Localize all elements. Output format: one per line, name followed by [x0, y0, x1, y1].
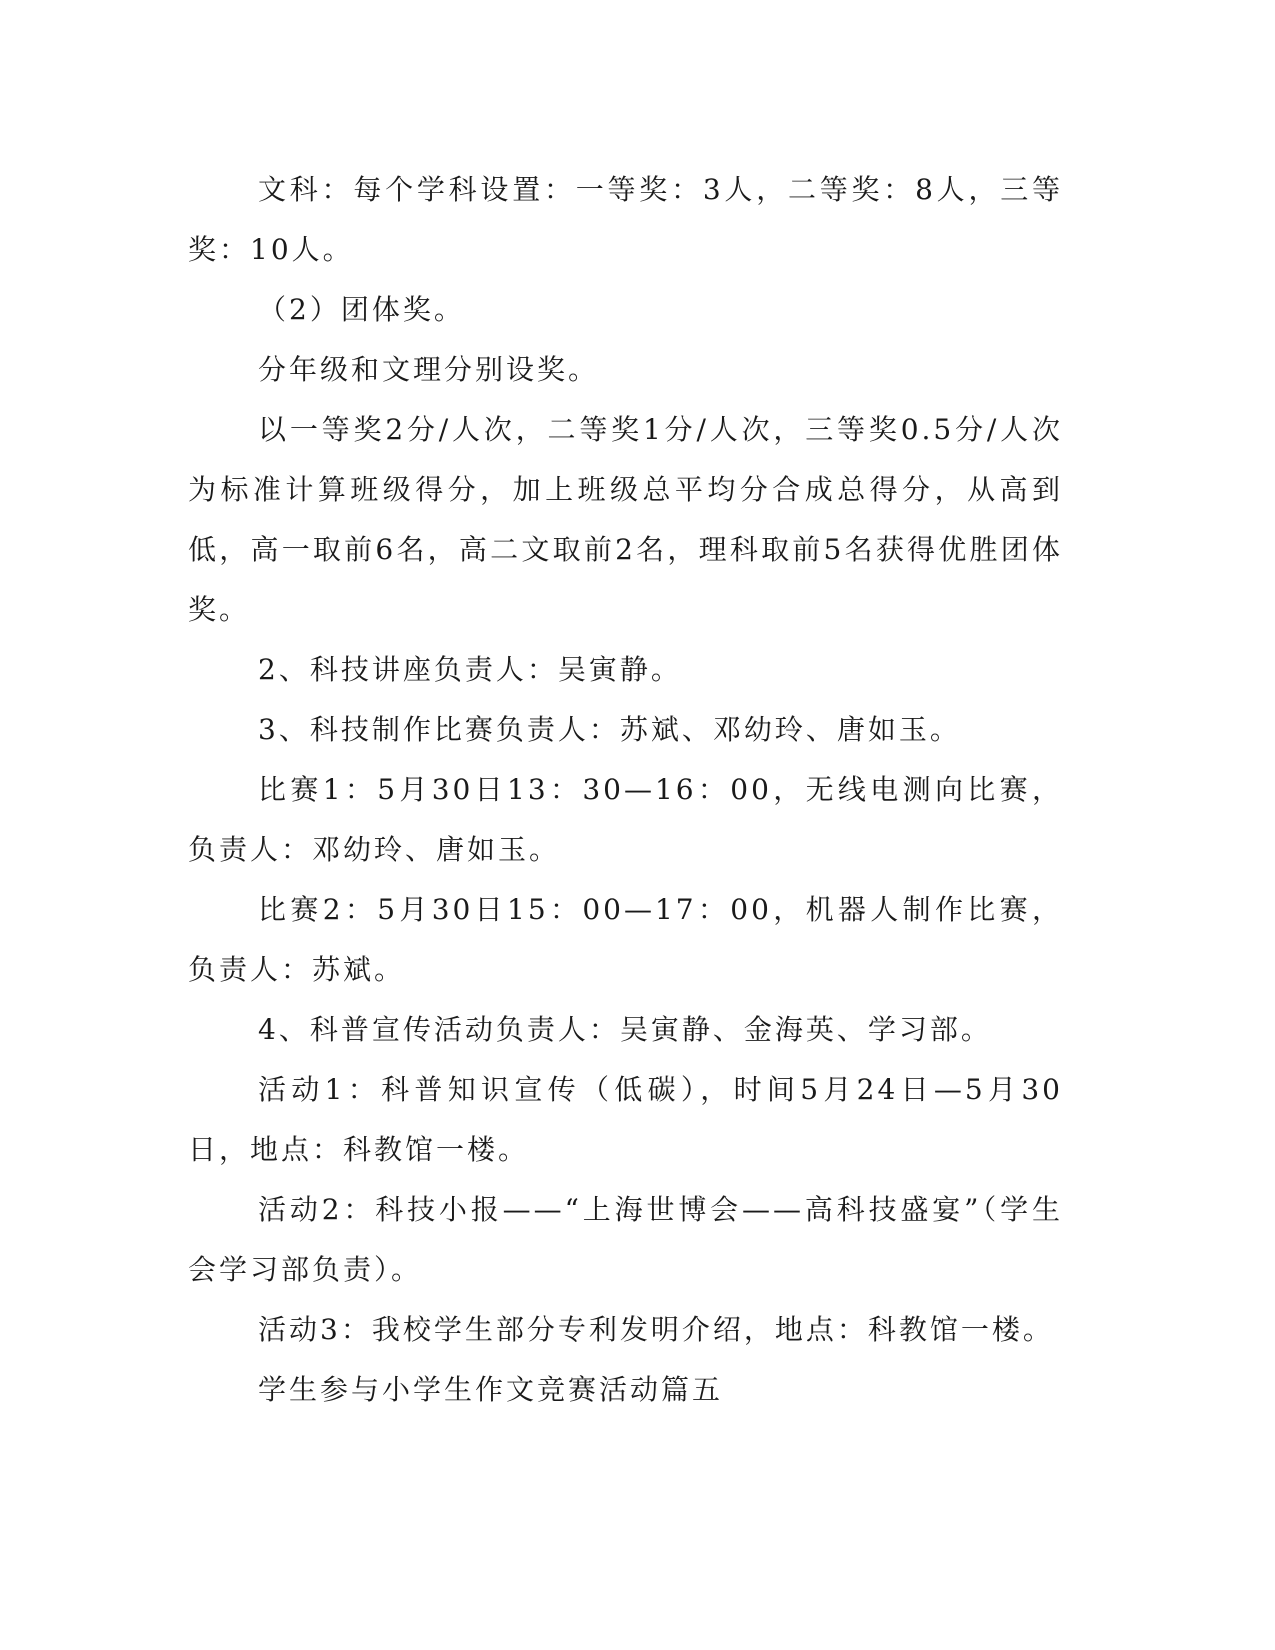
paragraph-activity-3: 活动3：我校学生部分专利发明介绍，地点：科教馆一楼。	[258, 1313, 1054, 1346]
paragraph-contest-1: 比赛1：5月30日13：30—16：00，无线电测向比赛，负责人：邓幼玲、唐如玉。	[188, 773, 1063, 866]
section-title: 学生参与小学生作文竞赛活动篇五	[258, 1373, 724, 1406]
paragraph-lecture-lead: 2、科技讲座负责人：吴寅静。	[258, 653, 682, 686]
paragraph-contest-2: 比赛2：5月30日15：00—17：00，机器人制作比赛，负责人：苏斌。	[188, 893, 1063, 986]
paragraph-activity-2: 活动2：科技小报——“上海世博会——高科技盛宴”（学生会学习部负责）。	[188, 1193, 1063, 1286]
paragraph-contest-leads: 3、科技制作比赛负责人：苏斌、邓幼玲、唐如玉。	[258, 713, 961, 746]
paragraph-outreach-leads: 4、科普宣传活动负责人：吴寅静、金海英、学习部。	[258, 1013, 992, 1046]
paragraph-activity-1: 活动1：科普知识宣传（低碳），时间5月24日—5月30日，地点：科教馆一楼。	[188, 1073, 1063, 1166]
paragraph-award-by-grade: 分年级和文理分别设奖。	[258, 353, 600, 386]
paragraph-liberal-arts-awards: 文科：每个学科设置：一等奖：3人，二等奖：8人，三等奖：10人。	[188, 173, 1063, 266]
paragraph-team-award-heading: （2）团体奖。	[258, 293, 465, 326]
document-body	[188, 160, 1063, 1420]
paragraph-scoring-rules: 以一等奖2分/人次，二等奖1分/人次，三等奖0.5分/人次为标准计算班级得分，加上班级总平均分合成总得分，从高到低，高一取前6名，高二文取前2名，理科取前5名获得优胜团体奖。	[188, 413, 1063, 626]
